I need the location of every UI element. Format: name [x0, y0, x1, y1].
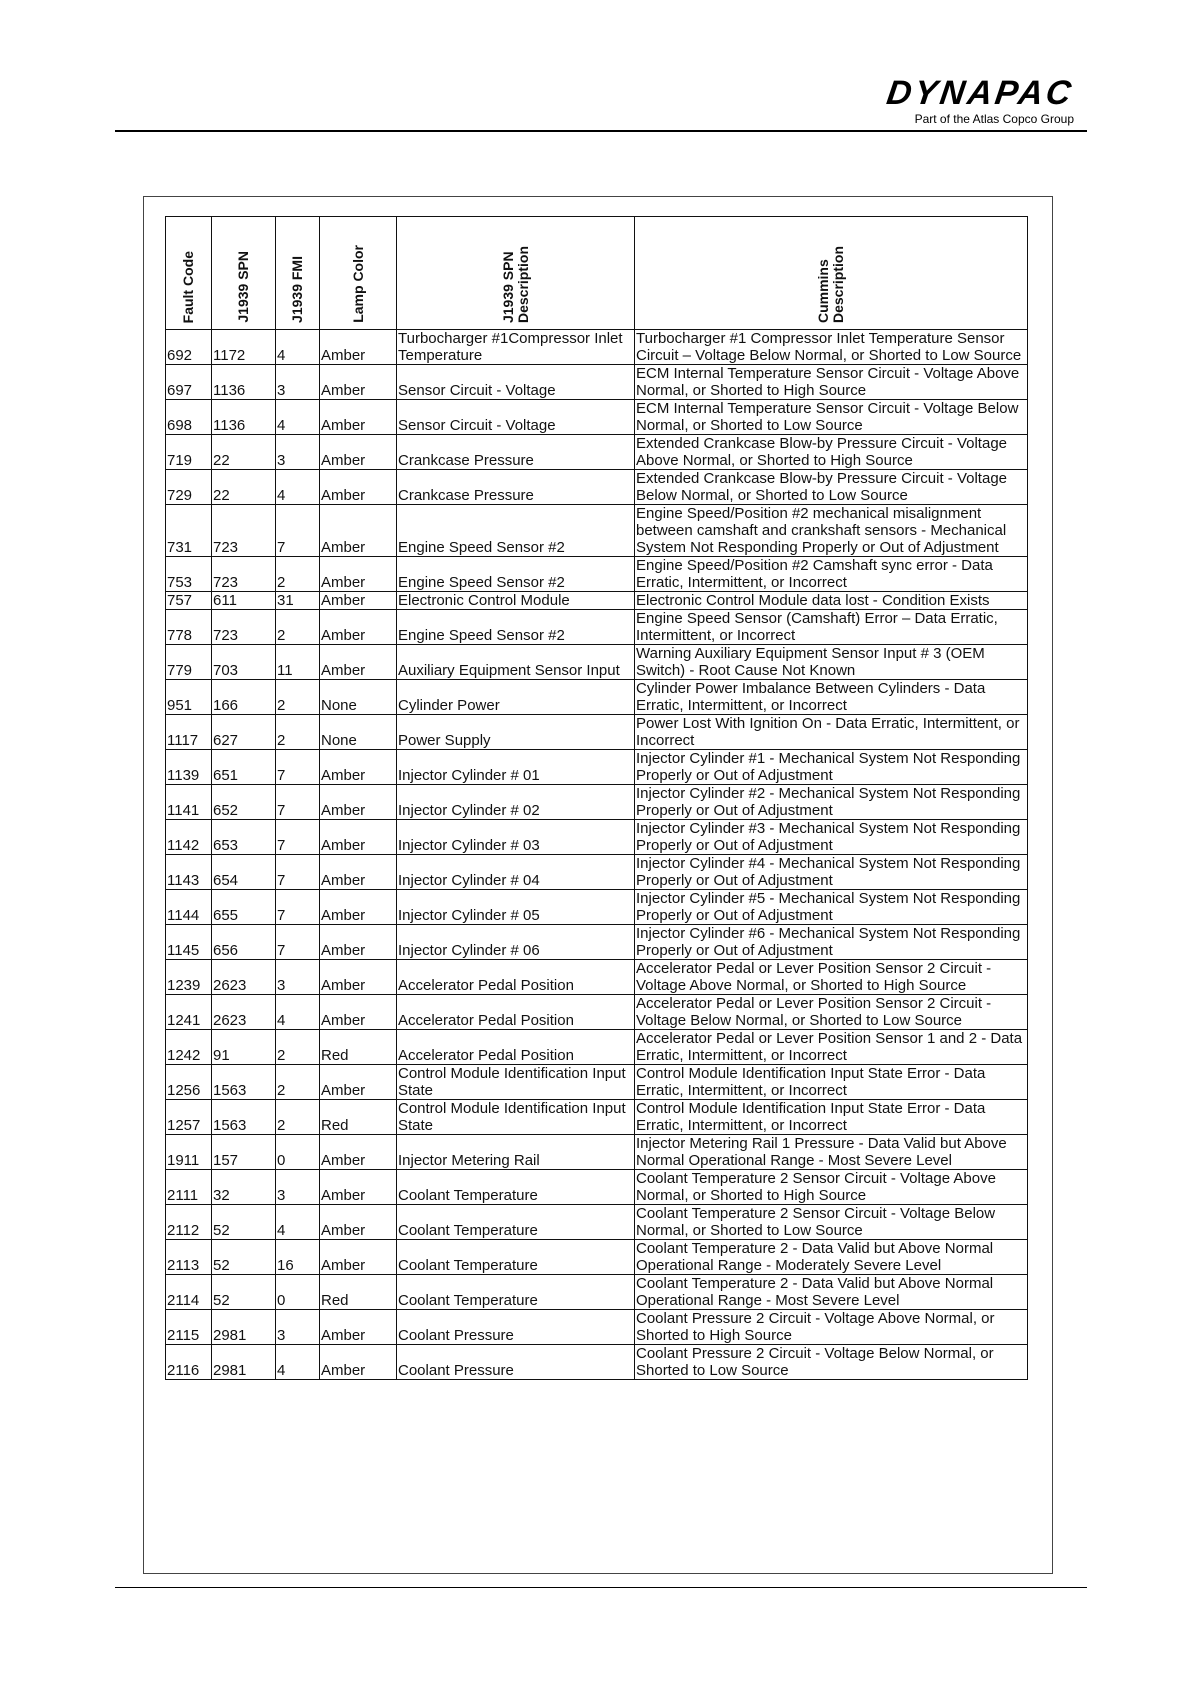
spn-description-cell: Coolant Temperature — [397, 1170, 635, 1205]
spn-cell: 32 — [212, 1170, 276, 1205]
fmi-cell: 3 — [276, 1310, 320, 1345]
lamp-color-cell: Amber — [320, 1170, 397, 1205]
spn-description-cell: Accelerator Pedal Position — [397, 960, 635, 995]
fmi-cell: 3 — [276, 1170, 320, 1205]
cummins-description-cell: Injector Metering Rail 1 Pressure - Data Valid but Above Normal Operational Range - Most Severe Level — [635, 1135, 1028, 1170]
lamp-color-cell: Red — [320, 1030, 397, 1065]
cummins-description-cell: Accelerator Pedal or Lever Position Sensor 2 Circuit - Voltage Above Normal, or Shorted to High Source — [635, 960, 1028, 995]
spn-cell: 611 — [212, 592, 276, 610]
lamp-color-cell: Amber — [320, 960, 397, 995]
cummins-description-cell: Control Module Identification Input State Error - Data Erratic, Intermittent, or Incorrect — [635, 1065, 1028, 1100]
column-header-lamp-color: Lamp Color — [320, 217, 397, 330]
fmi-cell: 7 — [276, 820, 320, 855]
fmi-cell: 4 — [276, 1345, 320, 1380]
table-row — [166, 557, 1028, 592]
spn-description-cell: Power Supply — [397, 715, 635, 750]
table-row — [166, 610, 1028, 645]
fmi-cell: 2 — [276, 680, 320, 715]
cummins-description-cell: Coolant Temperature 2 Sensor Circuit - Voltage Above Normal, or Shorted to High Source — [635, 1170, 1028, 1205]
cummins-description-cell: Injector Cylinder #1 - Mechanical System Not Responding Properly or Out of Adjustment — [635, 750, 1028, 785]
column-header-j1939-fmi: J1939 FMI — [276, 217, 320, 330]
cummins-description-cell: Engine Speed/Position #2 mechanical misalignment between camshaft and crankshaft sensors - Mechanical System Not Responding Properly or Out of Adjustment — [635, 505, 1028, 557]
cummins-description-cell: Engine Speed/Position #2 Camshaft sync error - Data Erratic, Intermittent, or Incorrect — [635, 557, 1028, 592]
lamp-color-cell: Amber — [320, 1345, 397, 1380]
fmi-cell: 3 — [276, 365, 320, 400]
table-row — [166, 1345, 1028, 1380]
lamp-color-cell: Amber — [320, 592, 397, 610]
cummins-description-cell: Injector Cylinder #4 - Mechanical System Not Responding Properly or Out of Adjustment — [635, 855, 1028, 890]
lamp-color-cell: None — [320, 680, 397, 715]
fault-code-cell: 1145 — [166, 925, 212, 960]
table-row — [166, 365, 1028, 400]
fault-code-cell: 2113 — [166, 1240, 212, 1275]
lamp-color-cell: Amber — [320, 820, 397, 855]
spn-description-cell: Sensor Circuit - Voltage — [397, 365, 635, 400]
fmi-cell: 4 — [276, 330, 320, 365]
spn-cell: 22 — [212, 470, 276, 505]
spn-cell: 656 — [212, 925, 276, 960]
fmi-cell: 11 — [276, 645, 320, 680]
cummins-description-cell: Turbocharger #1 Compressor Inlet Temperature Sensor Circuit – Voltage Below Normal, or Shorted to Low Source — [635, 330, 1028, 365]
fault-code-cell: 779 — [166, 645, 212, 680]
table-row — [166, 592, 1028, 610]
table-row — [166, 1205, 1028, 1240]
spn-cell: 52 — [212, 1275, 276, 1310]
column-header-cummins-description: Cummins Description — [635, 217, 1028, 330]
cummins-description-cell: Extended Crankcase Blow-by Pressure Circuit - Voltage Below Normal, or Shorted to Low Source — [635, 470, 1028, 505]
cummins-description-cell: Coolant Pressure 2 Circuit - Voltage Above Normal, or Shorted to High Source — [635, 1310, 1028, 1345]
fmi-cell: 2 — [276, 557, 320, 592]
fmi-cell: 2 — [276, 1100, 320, 1135]
spn-description-cell: Injector Cylinder # 01 — [397, 750, 635, 785]
spn-description-cell: Injector Cylinder # 02 — [397, 785, 635, 820]
table-row — [166, 785, 1028, 820]
table-row — [166, 400, 1028, 435]
lamp-color-cell: Amber — [320, 400, 397, 435]
fault-code-cell: 951 — [166, 680, 212, 715]
lamp-color-cell: Amber — [320, 645, 397, 680]
header-rule — [115, 130, 1087, 132]
fault-code-cell: 2111 — [166, 1170, 212, 1205]
table-row — [166, 470, 1028, 505]
lamp-color-cell: Amber — [320, 610, 397, 645]
table-row — [166, 995, 1028, 1030]
fmi-cell: 7 — [276, 925, 320, 960]
cummins-description-cell: Injector Cylinder #3 - Mechanical System Not Responding Properly or Out of Adjustment — [635, 820, 1028, 855]
spn-description-cell: Electronic Control Module — [397, 592, 635, 610]
column-header-fault-code: Fault Code — [166, 217, 212, 330]
column-header-spn-description: J1939 SPN Description — [397, 217, 635, 330]
cummins-description-cell: ECM Internal Temperature Sensor Circuit - Voltage Above Normal, or Shorted to High Source — [635, 365, 1028, 400]
fault-code-cell: 698 — [166, 400, 212, 435]
fmi-cell: 4 — [276, 470, 320, 505]
spn-description-cell: Control Module Identification Input State — [397, 1065, 635, 1100]
lamp-color-cell: Amber — [320, 855, 397, 890]
cummins-description-cell: Warning Auxiliary Equipment Sensor Input # 3 (OEM Switch) - Root Cause Not Known — [635, 645, 1028, 680]
fault-code-cell: 1241 — [166, 995, 212, 1030]
fmi-cell: 4 — [276, 1205, 320, 1240]
spn-description-cell: Coolant Pressure — [397, 1310, 635, 1345]
fault-code-cell: 2114 — [166, 1275, 212, 1310]
spn-cell: 1136 — [212, 400, 276, 435]
spn-cell: 22 — [212, 435, 276, 470]
spn-description-cell: Crankcase Pressure — [397, 470, 635, 505]
spn-description-cell: Coolant Pressure — [397, 1345, 635, 1380]
spn-description-cell: Accelerator Pedal Position — [397, 1030, 635, 1065]
fault-code-cell: 1142 — [166, 820, 212, 855]
table-row — [166, 330, 1028, 365]
lamp-color-cell: Amber — [320, 1240, 397, 1275]
fault-code-table — [165, 216, 1028, 1380]
fault-code-cell: 1257 — [166, 1100, 212, 1135]
table-row — [166, 645, 1028, 680]
lamp-color-cell: Amber — [320, 1135, 397, 1170]
lamp-color-cell: Red — [320, 1100, 397, 1135]
table-row — [166, 1100, 1028, 1135]
spn-description-cell: Control Module Identification Input State — [397, 1100, 635, 1135]
spn-cell: 91 — [212, 1030, 276, 1065]
cummins-description-cell: Electronic Control Module data lost - Condition Exists — [635, 592, 1028, 610]
spn-description-cell: Injector Cylinder # 03 — [397, 820, 635, 855]
cummins-description-cell: Accelerator Pedal or Lever Position Sensor 2 Circuit - Voltage Below Normal, or Shorted to Low Source — [635, 995, 1028, 1030]
table-header-row — [166, 217, 1028, 330]
fault-code-cell: 2115 — [166, 1310, 212, 1345]
logo-wordmark: DYNAPAC — [884, 74, 1077, 112]
spn-cell: 723 — [212, 610, 276, 645]
spn-cell: 2981 — [212, 1310, 276, 1345]
spn-cell: 1172 — [212, 330, 276, 365]
table-row — [166, 435, 1028, 470]
fmi-cell: 7 — [276, 750, 320, 785]
fmi-cell: 7 — [276, 505, 320, 557]
fault-code-cell: 697 — [166, 365, 212, 400]
cummins-description-cell: ECM Internal Temperature Sensor Circuit - Voltage Below Normal, or Shorted to Low Source — [635, 400, 1028, 435]
footer-rule — [115, 1587, 1087, 1588]
fault-code-cell: 2112 — [166, 1205, 212, 1240]
lamp-color-cell: Amber — [320, 1310, 397, 1345]
fmi-cell: 2 — [276, 715, 320, 750]
lamp-color-cell: Amber — [320, 785, 397, 820]
spn-cell: 651 — [212, 750, 276, 785]
cummins-description-cell: Injector Cylinder #5 - Mechanical System Not Responding Properly or Out of Adjustment — [635, 890, 1028, 925]
fmi-cell: 0 — [276, 1135, 320, 1170]
fault-code-cell: 1239 — [166, 960, 212, 995]
lamp-color-cell: Amber — [320, 435, 397, 470]
spn-cell: 2623 — [212, 995, 276, 1030]
spn-description-cell: Cylinder Power — [397, 680, 635, 715]
spn-cell: 703 — [212, 645, 276, 680]
cummins-description-cell: Engine Speed Sensor (Camshaft) Error – Data Erratic, Intermittent, or Incorrect — [635, 610, 1028, 645]
fmi-cell: 2 — [276, 1030, 320, 1065]
fault-code-cell: 1141 — [166, 785, 212, 820]
table-row — [166, 960, 1028, 995]
fault-code-cell: 731 — [166, 505, 212, 557]
fault-code-cell: 753 — [166, 557, 212, 592]
fault-code-cell: 1139 — [166, 750, 212, 785]
spn-cell: 653 — [212, 820, 276, 855]
fmi-cell: 3 — [276, 435, 320, 470]
spn-cell: 52 — [212, 1205, 276, 1240]
fault-code-cell: 1117 — [166, 715, 212, 750]
cummins-description-cell: Extended Crankcase Blow-by Pressure Circuit - Voltage Above Normal, or Shorted to High Source — [635, 435, 1028, 470]
lamp-color-cell: None — [320, 715, 397, 750]
lamp-color-cell: Amber — [320, 365, 397, 400]
cummins-description-cell: Power Lost With Ignition On - Data Erratic, Intermittent, or Incorrect — [635, 715, 1028, 750]
fmi-cell: 0 — [276, 1275, 320, 1310]
fault-code-cell: 2116 — [166, 1345, 212, 1380]
lamp-color-cell: Amber — [320, 330, 397, 365]
cummins-description-cell: Injector Cylinder #2 - Mechanical System Not Responding Properly or Out of Adjustment — [635, 785, 1028, 820]
table-row — [166, 505, 1028, 557]
lamp-color-cell: Amber — [320, 505, 397, 557]
spn-cell: 1563 — [212, 1065, 276, 1100]
fmi-cell: 2 — [276, 1065, 320, 1100]
logo-subtitle: Part of the Atlas Copco Group — [914, 112, 1074, 126]
spn-description-cell: Engine Speed Sensor #2 — [397, 557, 635, 592]
lamp-color-cell: Amber — [320, 750, 397, 785]
spn-description-cell: Sensor Circuit - Voltage — [397, 400, 635, 435]
cummins-description-cell: Cylinder Power Imbalance Between Cylinders - Data Erratic, Intermittent, or Incorrect — [635, 680, 1028, 715]
cummins-description-cell: Accelerator Pedal or Lever Position Sensor 1 and 2 - Data Erratic, Intermittent, or Incorrect — [635, 1030, 1028, 1065]
fault-code-cell: 729 — [166, 470, 212, 505]
column-header-j1939-spn: J1939 SPN — [212, 217, 276, 330]
table-row — [166, 1065, 1028, 1100]
table-row — [166, 820, 1028, 855]
spn-cell: 627 — [212, 715, 276, 750]
table-row — [166, 1030, 1028, 1065]
spn-cell: 166 — [212, 680, 276, 715]
table-row — [166, 715, 1028, 750]
lamp-color-cell: Amber — [320, 470, 397, 505]
spn-description-cell: Turbocharger #1Compressor Inlet Temperature — [397, 330, 635, 365]
fmi-cell: 2 — [276, 610, 320, 645]
spn-description-cell: Injector Cylinder # 06 — [397, 925, 635, 960]
lamp-color-cell: Amber — [320, 995, 397, 1030]
spn-cell: 2623 — [212, 960, 276, 995]
spn-cell: 723 — [212, 505, 276, 557]
spn-description-cell: Coolant Temperature — [397, 1205, 635, 1240]
table-row — [166, 855, 1028, 890]
table-body — [166, 330, 1028, 1380]
table-row — [166, 1135, 1028, 1170]
table-row — [166, 1310, 1028, 1345]
spn-description-cell: Injector Cylinder # 04 — [397, 855, 635, 890]
spn-description-cell: Auxiliary Equipment Sensor Input — [397, 645, 635, 680]
table-row — [166, 750, 1028, 785]
spn-description-cell: Crankcase Pressure — [397, 435, 635, 470]
fault-code-cell: 757 — [166, 592, 212, 610]
lamp-color-cell: Red — [320, 1275, 397, 1310]
fault-code-cell: 1242 — [166, 1030, 212, 1065]
fmi-cell: 4 — [276, 995, 320, 1030]
cummins-description-cell: Coolant Pressure 2 Circuit - Voltage Below Normal, or Shorted to Low Source — [635, 1345, 1028, 1380]
fmi-cell: 4 — [276, 400, 320, 435]
fmi-cell: 7 — [276, 855, 320, 890]
fmi-cell: 16 — [276, 1240, 320, 1275]
table-row — [166, 1170, 1028, 1205]
fault-code-cell: 1144 — [166, 890, 212, 925]
fault-code-cell: 1143 — [166, 855, 212, 890]
lamp-color-cell: Amber — [320, 1205, 397, 1240]
spn-description-cell: Coolant Temperature — [397, 1275, 635, 1310]
spn-cell: 1136 — [212, 365, 276, 400]
fault-code-cell: 1256 — [166, 1065, 212, 1100]
lamp-color-cell: Amber — [320, 557, 397, 592]
fault-code-cell: 1911 — [166, 1135, 212, 1170]
lamp-color-cell: Amber — [320, 1065, 397, 1100]
fmi-cell: 31 — [276, 592, 320, 610]
spn-description-cell: Coolant Temperature — [397, 1240, 635, 1275]
spn-cell: 723 — [212, 557, 276, 592]
fmi-cell: 7 — [276, 890, 320, 925]
spn-cell: 1563 — [212, 1100, 276, 1135]
spn-description-cell: Accelerator Pedal Position — [397, 995, 635, 1030]
fault-code-cell: 692 — [166, 330, 212, 365]
spn-cell: 652 — [212, 785, 276, 820]
cummins-description-cell: Injector Cylinder #6 - Mechanical System Not Responding Properly or Out of Adjustment — [635, 925, 1028, 960]
table-row — [166, 890, 1028, 925]
cummins-description-cell: Coolant Temperature 2 Sensor Circuit - Voltage Below Normal, or Shorted to Low Source — [635, 1205, 1028, 1240]
lamp-color-cell: Amber — [320, 925, 397, 960]
spn-cell: 654 — [212, 855, 276, 890]
lamp-color-cell: Amber — [320, 890, 397, 925]
spn-description-cell: Engine Speed Sensor #2 — [397, 610, 635, 645]
spn-cell: 2981 — [212, 1345, 276, 1380]
cummins-description-cell: Control Module Identification Input State Error - Data Erratic, Intermittent, or Incorrect — [635, 1100, 1028, 1135]
table-row — [166, 925, 1028, 960]
fault-code-cell: 778 — [166, 610, 212, 645]
spn-cell: 655 — [212, 890, 276, 925]
cummins-description-cell: Coolant Temperature 2 - Data Valid but Above Normal Operational Range - Most Severe Level — [635, 1275, 1028, 1310]
fmi-cell: 3 — [276, 960, 320, 995]
fmi-cell: 7 — [276, 785, 320, 820]
spn-description-cell: Engine Speed Sensor #2 — [397, 505, 635, 557]
spn-description-cell: Injector Cylinder # 05 — [397, 890, 635, 925]
spn-description-cell: Injector Metering Rail — [397, 1135, 635, 1170]
fault-code-cell: 719 — [166, 435, 212, 470]
spn-cell: 157 — [212, 1135, 276, 1170]
table-row — [166, 1240, 1028, 1275]
table-row — [166, 1275, 1028, 1310]
spn-cell: 52 — [212, 1240, 276, 1275]
cummins-description-cell: Coolant Temperature 2 - Data Valid but Above Normal Operational Range - Moderately Severe Level — [635, 1240, 1028, 1275]
brand-logo — [884, 74, 1077, 126]
table-row — [166, 680, 1028, 715]
